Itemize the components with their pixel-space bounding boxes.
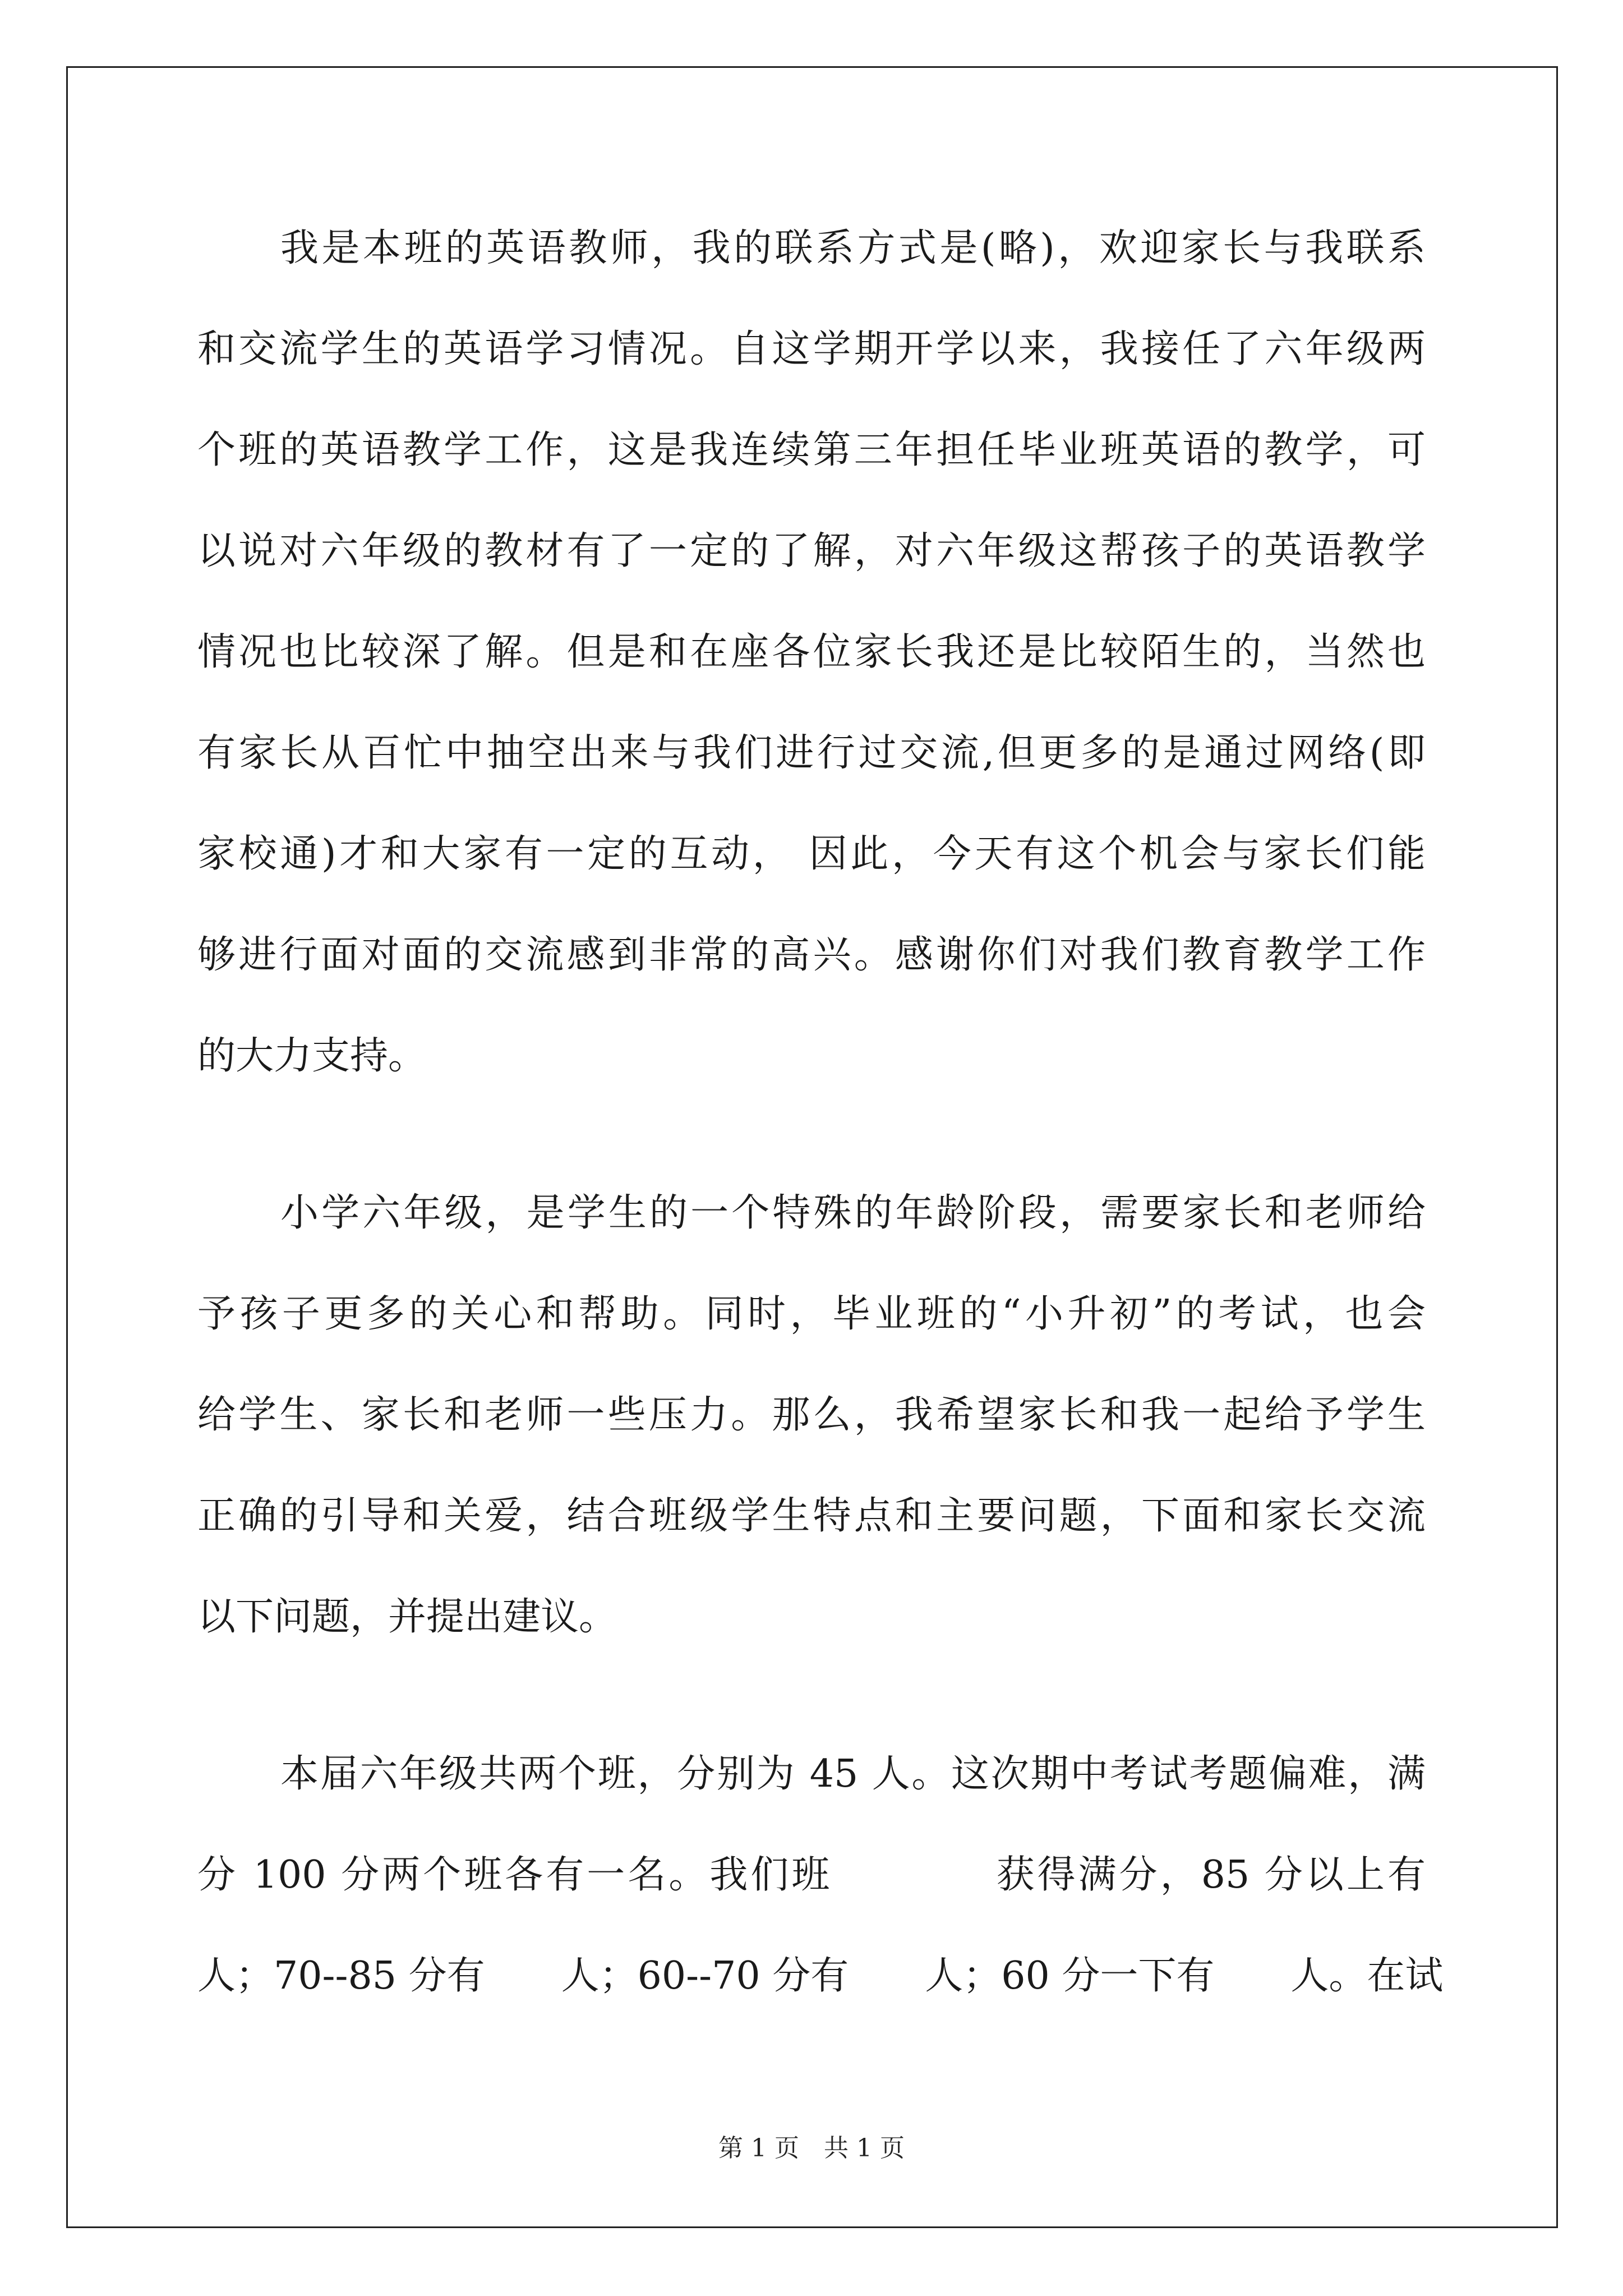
paragraph-line: 小学六年级，是学生的一个特殊的年龄阶段，需要家长和老师给 bbox=[280, 1191, 1426, 1235]
paragraph-line: 分 100 分两个班各有一名。我们班 获得满分，85 分以上有 bbox=[197, 1853, 1426, 1897]
paragraph-line: 我是本班的英语教师，我的联系方式是(略)，欢迎家长与我联系 bbox=[280, 226, 1426, 270]
paragraph-line: 给学生、家长和老师一些压力。那么，我希望家长和我一起给予学生 bbox=[197, 1393, 1426, 1437]
paragraph-line: 够进行面对面的交流感到非常的高兴。感谢你们对我们教育教学工作 bbox=[197, 933, 1426, 977]
paragraph-line: 家校通)才和大家有一定的互动， 因此，今天有这个机会与家长们能 bbox=[197, 832, 1426, 876]
paragraph-line: 个班的英语教学工作，这是我连续第三年担任毕业班英语的教学，可 bbox=[197, 428, 1426, 472]
paragraph-line: 人；70--85 分有 人；60--70 分有 人；60 分一下有 人。在试 bbox=[197, 1954, 1444, 1998]
page-footer: 第 1 页 共 1 页 bbox=[718, 2134, 905, 2162]
paragraph-line: 情况也比较深了解。但是和在座各位家长我还是比较陌生的，当然也 bbox=[197, 630, 1426, 674]
page-border bbox=[66, 66, 1558, 2228]
paragraph-line: 以说对六年级的教材有了一定的了解，对六年级这帮孩子的英语教学 bbox=[197, 529, 1426, 573]
paragraph-line: 以下问题，并提出建议。 bbox=[197, 1595, 617, 1639]
paragraph-line: 予孩子更多的关心和帮助。同时，毕业班的“小升初”的考试，也会 bbox=[197, 1292, 1426, 1336]
paragraph-line: 正确的引导和关爱，结合班级学生特点和主要问题，下面和家长交流 bbox=[197, 1494, 1426, 1538]
paragraph-line: 有家长从百忙中抽空出来与我们进行过交流,但更多的是通过网络(即 bbox=[197, 731, 1426, 775]
paragraph-line: 的大力支持。 bbox=[197, 1034, 427, 1078]
paragraph-line: 和交流学生的英语学习情况。自这学期开学以来，我接任了六年级两 bbox=[197, 327, 1426, 371]
paragraph-line: 本届六年级共两个班，分别为 45 人。这次期中考试考题偏难，满 bbox=[280, 1752, 1426, 1796]
